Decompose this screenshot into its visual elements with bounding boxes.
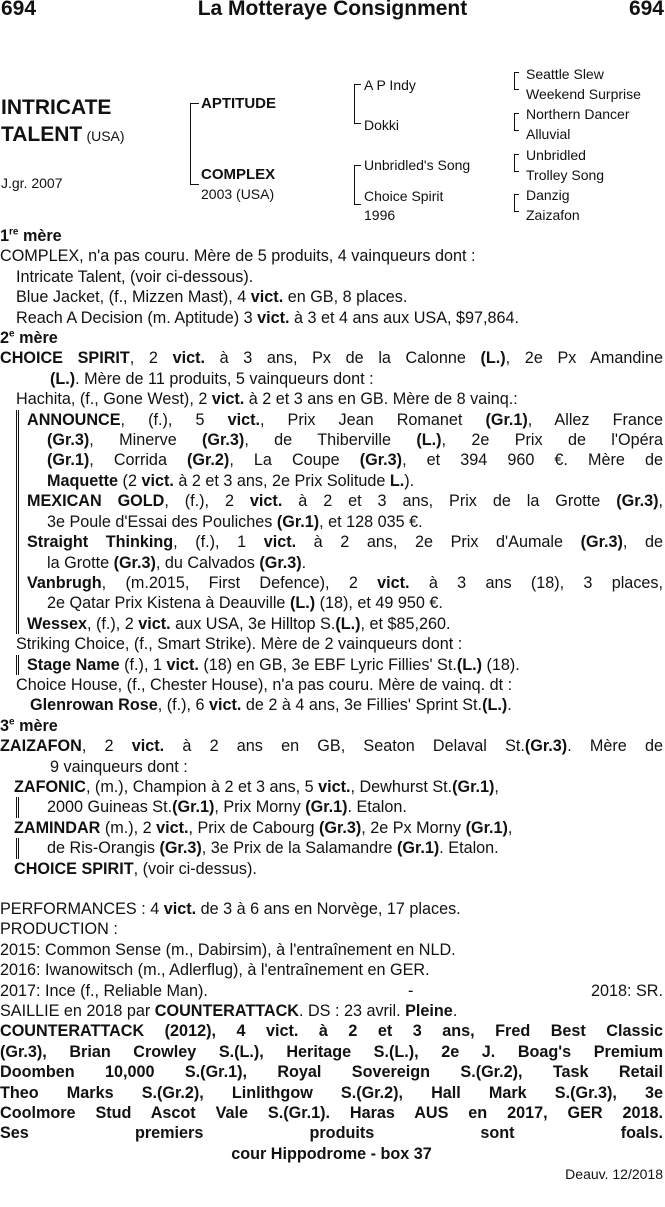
saillie-line: SAILLIE en 2018 par COUNTERATTACK. DS : 23 avril. Pleine.: [0, 1002, 458, 1021]
dam-name: COMPLEX: [201, 166, 276, 183]
produce-3: Reach A Decision (m. Aptitude) 3 vict. à 3 et 4 ans aux USA, $97,864.: [16, 308, 520, 327]
hachita-line: Hachita, (f., Gone West), 2 vict. à 2 et 3 ans en GB. Mère de 8 vainq.:: [16, 390, 518, 409]
sire-sire: A P Indy: [364, 77, 416, 93]
performances-line: PERFORMANCES : 4 vict. de 3 à 6 ans en Norvège, 17 places.: [0, 900, 461, 918]
third-dam-heading: 3e mère: [0, 716, 58, 735]
dam-info: 2003 (USA): [201, 186, 275, 202]
striking-choice-produce: Stage Name (f.), 1 vict. (18) en GB, 3e EBF Lyric Fillies' St.(L.) (18).: [16, 655, 663, 675]
dam-dam: Choice Spirit: [364, 188, 444, 204]
sale-reference: Deauv. 12/2018: [565, 1166, 663, 1183]
zafonic-line-cont: 2000 Guineas St.(Gr.1), Prix Morny (Gr.1). Etalon.: [16, 797, 663, 817]
page-title: La Motteraye Consignment: [197, 0, 468, 20]
gen3-bracket-1: [514, 72, 519, 90]
striking-choice-line: Striking Choice, (f., Smart Strike). Mère de 2 vainqueurs dont :: [16, 635, 463, 654]
horse-name-line2: TALENT (USA): [1, 123, 125, 146]
gen2-bracket-dam: [354, 165, 361, 205]
zamindar-line-cont: de Ris-Orangis (Gr.3), 3e Prix de la Salamandre (Gr.1). Etalon.: [16, 838, 663, 858]
choice-house-produce: Glenrowan Rose, (f.), 6 vict. de 2 à 4 ans, 3e Fillies' Sprint St.(L.).: [30, 696, 512, 715]
horse-name-line1: INTRICATE: [1, 96, 112, 119]
gen3-bracket-3: [514, 154, 519, 172]
second-dam-line: CHOICE SPIRIT, 2 vict. à 3 ans, Px de la Calonne (L.), 2e Px Amandine: [0, 349, 663, 368]
produce-1: Intricate Talent, (voir ci-dessous).: [16, 267, 254, 286]
location-footer: cour Hippodrome - box 37: [231, 1144, 432, 1163]
second-dam-heading: 2e mère: [0, 328, 58, 348]
first-dam-heading: 1re mère: [0, 226, 62, 245]
stallion-info: COUNTERATTACK (2012), 4 vict. à 2 et 3 ans, Fred Best Classic (Gr.3), Brian Crowley S.(L.), Heritage S.(L.), 2e J. Boag's Premium Doomben 10,000 S.(Gr.1), Royal Sovereign S.(Gr.2), Task Retail Theo Marks S.(Gr.2), Linlithgow S.(Gr.2), Hall Mark S.(Gr.3), 3e Coolmore Stud Ascot Vale S.(Gr.1). Haras AUS en 2017, GER 2018. Ses premiers produits sont foals.: [0, 1022, 663, 1143]
lot-number-right: 694: [628, 0, 664, 20]
dam-dam-year: 1996: [364, 207, 396, 223]
page-header: [0, 0, 665, 24]
zafonic-line: ZAFONIC, (m.), Champion à 2 et 3 ans, 5 vict., Dewhurst St.(Gr.1),: [14, 777, 499, 796]
horse-description: J.gr. 2007: [1, 175, 63, 191]
production-2015: 2015: Common Sense (m., Dabirsim), à l'entraînement en NLD.: [0, 940, 456, 959]
production-2017: 2017: Ince (f., Reliable Man). - 2018: SR.: [0, 981, 663, 1000]
gen3-sss: Seattle Slew: [526, 66, 604, 82]
production-2016: 2016: Iwanowitsch (m., Adlerflug), à l'entraînement en GER.: [0, 961, 430, 980]
choice-house-line: Choice House, (f., Chester House), n'a pas couru. Mère de vainq. dt :: [16, 675, 513, 694]
sire-dam: Dokki: [364, 117, 400, 133]
gen3-dds: Danzig: [526, 187, 570, 203]
lot-number-left: 694: [1, 0, 37, 20]
sire-name: APTITUDE: [201, 95, 276, 112]
gen3-bracket-4: [514, 194, 519, 212]
gen3-dsd: Trolley Song: [526, 167, 605, 183]
produce-2: Blue Jacket, (f., Mizzen Mast), 4 vict. en GB, 8 places.: [16, 288, 408, 307]
gen2-bracket-sire: [354, 84, 361, 124]
first-dam-line: COMPLEX, n'a pas couru. Mère de 5 produits, 4 vainqueurs dont :: [0, 247, 476, 266]
catalogue-body: [0, 226, 663, 1185]
third-dam-line-cont: 9 vainqueurs dont :: [50, 757, 188, 776]
production-heading: PRODUCTION :: [0, 920, 118, 939]
gen3-ddd: Zaizafon: [526, 207, 580, 223]
second-dam-line-cont: (L.). Mère de 11 produits, 5 vainqueurs dont :: [50, 369, 374, 388]
gen3-ssd: Weekend Surprise: [526, 86, 641, 102]
hachita-produce-block: ANNOUNCE, (f.), 5 vict., Prix Jean Romanet (Gr.1), Allez France (Gr.3), Minerve (Gr.3), de Thiberville (L.), 2e Prix de l'Opéra (Gr.1), Corrida (Gr.2), La Coupe (Gr.3), et 394 960 €. Mère de Maquette (2 vict. à 2 et 3 ans, 2e Prix Solitude L.). MEXICAN GOLD, (f.), 2 vict. à 2 et 3 ans, Prix de la Grotte (Gr.3), 3e Poule d'Essai des Pouliches (Gr.1), et 128 035 €. Straight Thinking, (f.), 1 vict. à 2 ans, 2e Prix d'Aumale (Gr.3), de la Grotte (Gr.3), du Calvados (Gr.3). Vanbrugh, (m.2015, First Defence), 2 vict. à 3 ans (18), 3 places, 2e Qatar Prix Kistena à Deauville (L.) (18), et 49 950 €. Wessex, (f.), 2 vict. aux USA, 3e Hilltop S.(L.), et $85,260.: [16, 410, 663, 634]
choice-spirit-ref: CHOICE SPIRIT, (voir ci-dessus).: [14, 859, 257, 878]
third-dam-line: ZAIZAFON, 2 vict. à 2 ans en GB, Seaton Delaval St.(Gr.3). Mère de: [0, 737, 663, 756]
zamindar-line: ZAMINDAR (m.), 2 vict., Prix de Cabourg (Gr.3), 2e Px Morny (Gr.1),: [14, 818, 513, 837]
gen3-sds: Northern Dancer: [526, 106, 630, 122]
dam-sire: Unbridled's Song: [364, 157, 471, 173]
gen3-dss: Unbridled: [526, 147, 586, 163]
gen3-bracket-2: [514, 113, 519, 131]
gen3-sdd: Alluvial: [526, 126, 571, 142]
gen1-bracket: [190, 103, 199, 185]
